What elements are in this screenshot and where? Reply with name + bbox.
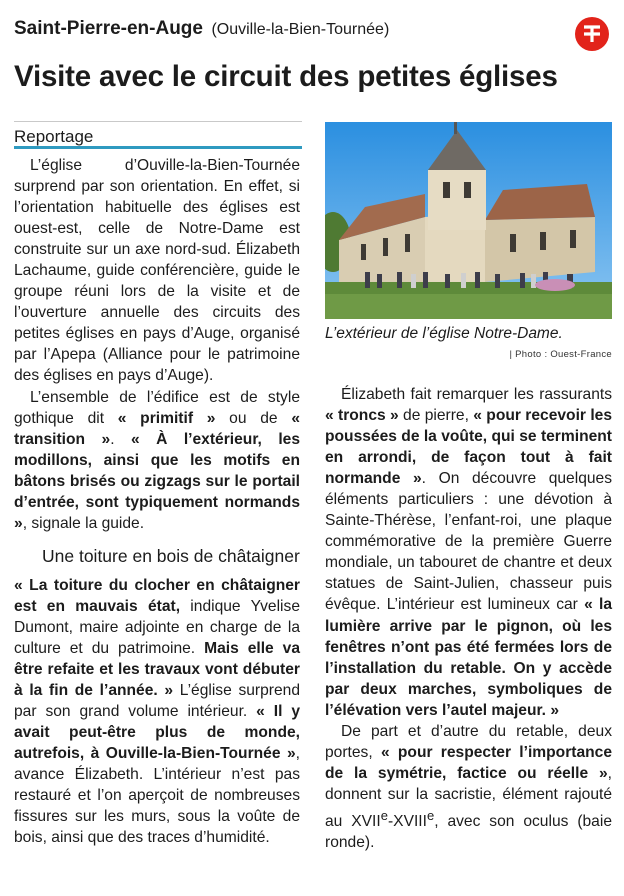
location-name: Saint-Pierre-en-Auge (14, 18, 203, 39)
sublocation-name: (Ouville-la-Bien-Tournée) (211, 21, 390, 38)
paragraph-1: L’église d’Ouville-la-Bien-Tournée surprend par son orientation. En effet, si l’orientation habituelle des églises est ouest-est, celle de Notre-Dame est construite sur un axe nord-sud. Élizabeth Lachaume, guide conférencière, guide le groupe réuni lors de la visite et de l’ouverture annuelle des circuits des petites églises en pays d’Auge, organisé par l’Apepa (Alliance pour le patrimoine des églises en pays d’Auge). (14, 157, 300, 385)
ouest-france-logo-icon (575, 17, 609, 51)
article-column-right (325, 384, 612, 853)
paragraph-2: L’ensemble de l’édifice est de style gothique dit « primitif » ou de « transition ». « À l’extérieur, les modillons, ainsi que les motifs en bâtons brisés ou zigzags sur le portail d’entrée, sont typiquement normands », signale la guide. (14, 388, 301, 532)
location-line (14, 18, 389, 40)
headline: Visite avec le circuit des petites églises (14, 60, 558, 93)
paragraph-4: Élizabeth fait remarquer les rassurants « troncs » de pierre, « pour recevoir les poussées de la voûte, qui se terminent en arrondi, de façon tout à fait normande ». On découvre quelques éléments particuliers : une dévotion à Sainte-Thérèse, l’enfant-roi, une plaque commémorative de la première Guerre mondiale, un tabouret de chantre et deux statues de Saint-Julien, chasseur puis évêque. L’intérieur est lumineux car « la lumière arrive par le pignon, où les fenêtres n’ont pas été fermées lors de l’installation du retable. On y accède par deux marches, symboliques de l’élévation vers l’autel majeur. » (325, 386, 613, 719)
subheading: Une toiture en bois de châtaigner (42, 545, 300, 566)
section-kicker (14, 121, 302, 149)
paragraph-5: De part et d’autre du retable, deux portes, « pour respecter l’importance de la symétrie, factice ou réelle », donnent sur la sacristie, élément rajouté au XVIIe-XVIIIe, avec son oculus (baie ronde). (325, 722, 613, 852)
kicker-label: Reportage (14, 127, 94, 146)
church-exterior-image (325, 122, 612, 319)
paragraph-3: « La toiture du clocher en châtaigner est en mauvais état, indique Yvelise Dumont, maire adjointe en charge de la culture et du patrimoine. Mais elle va être refaite et les travaux vont débuter à la fin de l’année. » L’église surprend par son grand volume intérieur. « Il y avait peut-être plus de monde, autrefois, à Ouville-la-Bien-Tournée », avance Élizabeth. L’intérieur n’est pas restauré et l’on aperçoit de nombreuses fissures sur les murs, sous la voûte de bois, ainsi que des traces d’humidité. (14, 576, 301, 847)
photo-credit: | Photo : Ouest-France (509, 349, 612, 360)
church-photo (325, 122, 612, 319)
photo-caption: L’extérieur de l’église Notre-Dame. (325, 325, 563, 342)
article-column-left (14, 155, 300, 848)
